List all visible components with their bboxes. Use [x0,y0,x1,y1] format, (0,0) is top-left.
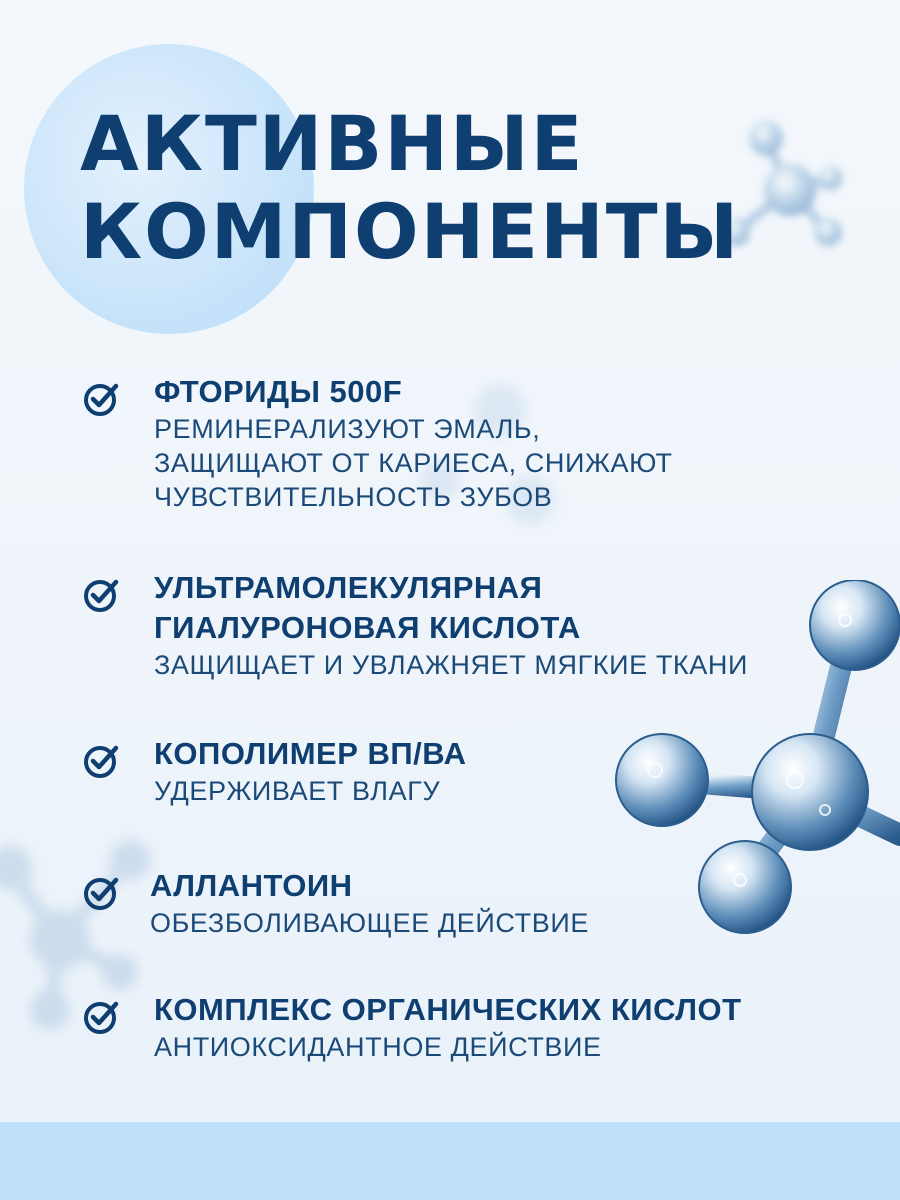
title-line: АКТИВНЫЕ [80,99,585,188]
item-description [154,1030,742,1064]
description-line: ЗАЩИЩАЕТ И УВЛАЖНЯЕТ МЯГКИЕ ТКАНИ [154,650,748,680]
check-circle-icon [82,574,122,614]
item-title: КОМПЛЕКС ОРГАНИЧЕСКИХ КИСЛОТ [154,992,742,1027]
item-description [154,648,748,682]
item-description [150,906,589,940]
check-circle-icon [82,740,122,780]
description-line: ЧУВСТВИТЕЛЬНОСТЬ ЗУБОВ [154,482,553,512]
item-title: УЛЬТРАМОЛЕКУЛЯРНАЯ [154,570,543,605]
description-line: АНТИОКСИДАНТНОЕ ДЕЙСТВИЕ [154,1032,602,1062]
item-title: АЛЛАНТОИН [150,868,353,903]
title-line: КОМПОНЕНТЫ [80,187,741,276]
description-line: ОБЕЗБОЛИВАЮЩЕЕ ДЕЙСТВИЕ [150,908,589,938]
check-circle-icon [82,872,122,912]
check-circle-icon [82,378,122,418]
item-title: ФТОРИДЫ 500F [154,374,403,409]
check-circle-icon [82,996,122,1036]
description-line: РЕМИНЕРАЛИЗУЮТ ЭМАЛЬ, [154,414,541,444]
page-title [80,100,740,276]
item-title: КОПОЛИМЕР ВП/ВА [154,736,467,771]
item-description [154,774,467,808]
item-title: ГИАЛУРОНОВАЯ КИСЛОТА [154,610,581,645]
description-line: УДЕРЖИВАЕТ ВЛАГУ [154,776,441,806]
description-line: ЗАЩИЩАЮТ ОТ КАРИЕСА, СНИЖАЮТ [154,448,673,478]
item-description [154,412,673,514]
bottom-band [0,1122,900,1200]
